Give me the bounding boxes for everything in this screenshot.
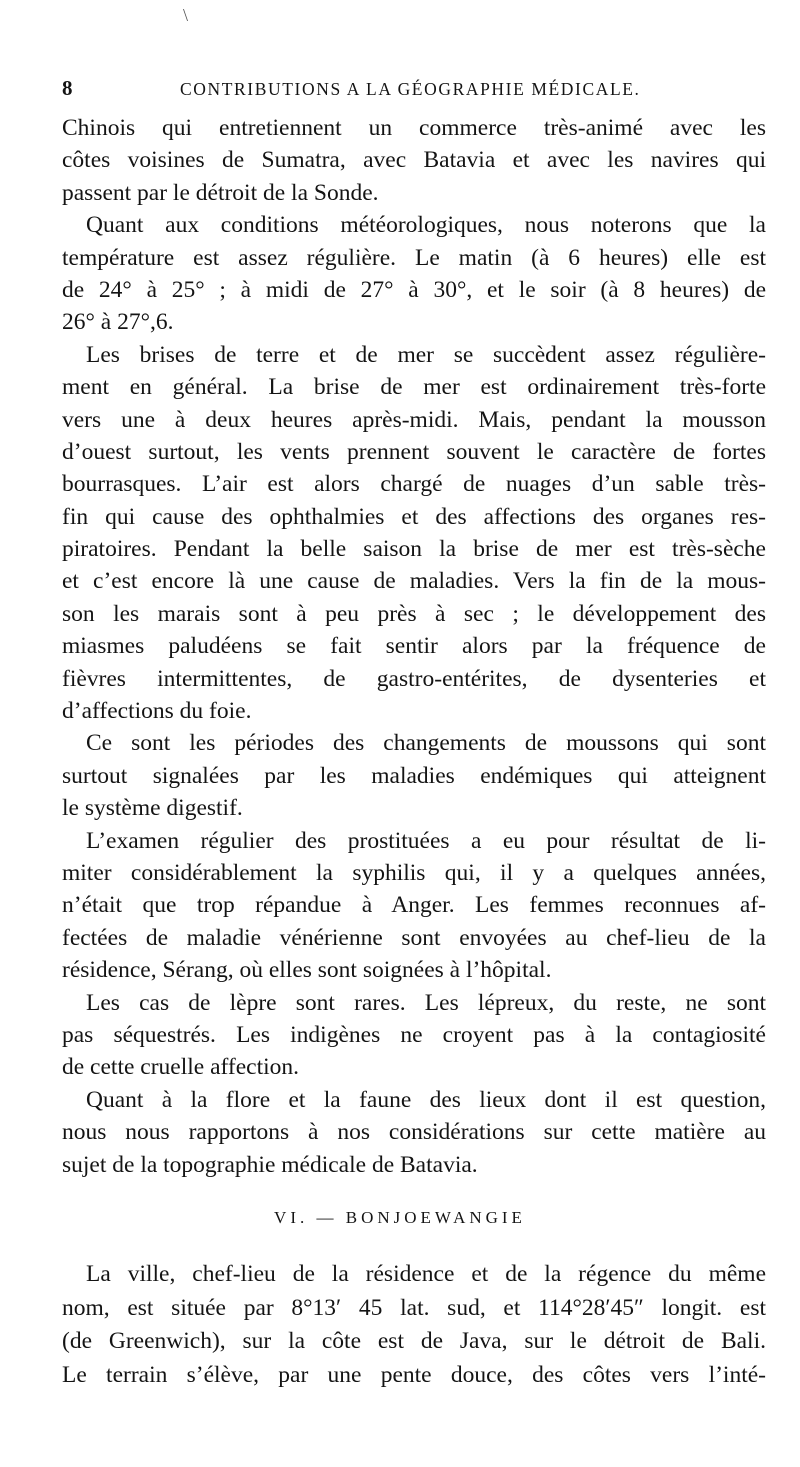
paragraph	[62, 209, 766, 339]
text-line: (de Greenwich), sur la côte est de Java, sur le détroit de Bali.	[62, 1328, 766, 1355]
text-line: fectées de maladie vénérienne sont envoyées au chef-lieu de la	[62, 924, 766, 951]
text-line: de cette cruelle affection.	[62, 1054, 300, 1081]
text-line: de 24° à 25° ; à midi de 27° à 30°, et le soir (à 8 heures) de	[62, 276, 766, 303]
text-line: 26° à 27°,6.	[62, 309, 174, 336]
text-line: ment en général. La brise de mer est ordinairement très-forte	[62, 374, 766, 401]
text-line: passent par le détroit de la Sonde.	[62, 179, 379, 206]
text-line: d’ouest surtout, les vents prennent souvent le caractère de fortes	[62, 438, 766, 465]
text-line: sujet de la topographie médicale de Batavia.	[62, 1151, 478, 1178]
paragraph	[62, 1258, 766, 1392]
text-line: bourrasques. L’air est alors chargé de nuages d’un sable très-	[62, 471, 766, 498]
text-line: fièvres intermittentes, de gastro-entérites, de dysenteries et	[62, 665, 766, 692]
text-line: Les cas de lèpre sont rares. Les lépreux, du reste, ne sont	[86, 989, 766, 1016]
text-line: n’était que trop répandue à Anger. Les femmes reconnues af-	[62, 892, 766, 919]
text-line: piratoires. Pendant la belle saison la brise de mer est très-sèche	[62, 536, 766, 563]
margin-mark: \	[183, 5, 189, 25]
text-line: Quant aux conditions météorologiques, nous noterons que la	[86, 212, 766, 239]
paragraph	[62, 1084, 766, 1181]
text-line: miasmes paludéens se fait sentir alors par la fréquence de	[62, 633, 766, 660]
paragraph	[62, 112, 766, 209]
paragraph	[62, 987, 766, 1084]
text-line: Le terrain s’élève, par une pente douce, des côtes vers l’inté-	[62, 1361, 766, 1388]
text-line: Quant à la flore et la faune des lieux dont il est question,	[86, 1086, 766, 1113]
text-line: nous nous rapportons à nos considérations sur cette matière au	[62, 1119, 766, 1146]
running-head: CONTRIBUTIONS A LA GÉOGRAPHIE MÉDICALE.	[180, 79, 641, 99]
text-line: nom, est située par 8°13′ 45 lat. sud, et 114°28′45″ longit. est	[62, 1294, 766, 1321]
text-line: le système digestif.	[62, 795, 243, 822]
text-line: L’examen régulier des prostituées a eu pour résultat de li-	[86, 827, 766, 854]
text-line: miter considérablement la syphilis qui, il y a quelques années,	[62, 859, 766, 886]
text-line: vers une à deux heures après-midi. Mais, pendant la mousson	[62, 406, 766, 433]
page-number: 8	[62, 76, 73, 100]
text-line: Les brises de terre et de mer se succèdent assez régulière-	[86, 341, 766, 368]
text-line: fin qui cause des ophthalmies et des affections des organes res-	[62, 503, 766, 530]
paragraph	[62, 727, 766, 824]
paragraph	[62, 339, 766, 728]
paragraph	[62, 825, 766, 987]
text-line: température est assez régulière. Le matin (à 6 heures) elle est	[62, 244, 766, 271]
text-line: et c’est encore là une cause de maladies. Vers la fin de la mous-	[62, 568, 766, 595]
section-heading-vi: VI. — BONJOEWANGIE	[274, 1208, 526, 1227]
text-line: surtout signalées par les maladies endémiques qui atteignent	[62, 762, 766, 789]
body-text-section-vi	[62, 1258, 766, 1392]
text-line: d’affections du foie.	[62, 698, 252, 725]
body-text-section-v	[62, 112, 766, 1181]
text-line: La ville, chef-lieu de la résidence et de la régence du même	[86, 1261, 766, 1287]
page-header	[62, 74, 642, 102]
text-line: son les marais sont à peu près à sec ; le développement des	[62, 600, 766, 627]
text-line: Ce sont les périodes des changements de moussons qui sont	[86, 730, 766, 757]
text-line: résidence, Sérang, où elles sont soignées à l’hôpital.	[62, 957, 552, 984]
text-line: pas séquestrés. Les indigènes ne croyent pas à la contagiosité	[62, 1021, 766, 1048]
text-line: Chinois qui entretiennent un commerce très-animé avec les	[62, 115, 766, 141]
text-line: côtes voisines de Sumatra, avec Batavia et avec les navires qui	[62, 147, 766, 174]
